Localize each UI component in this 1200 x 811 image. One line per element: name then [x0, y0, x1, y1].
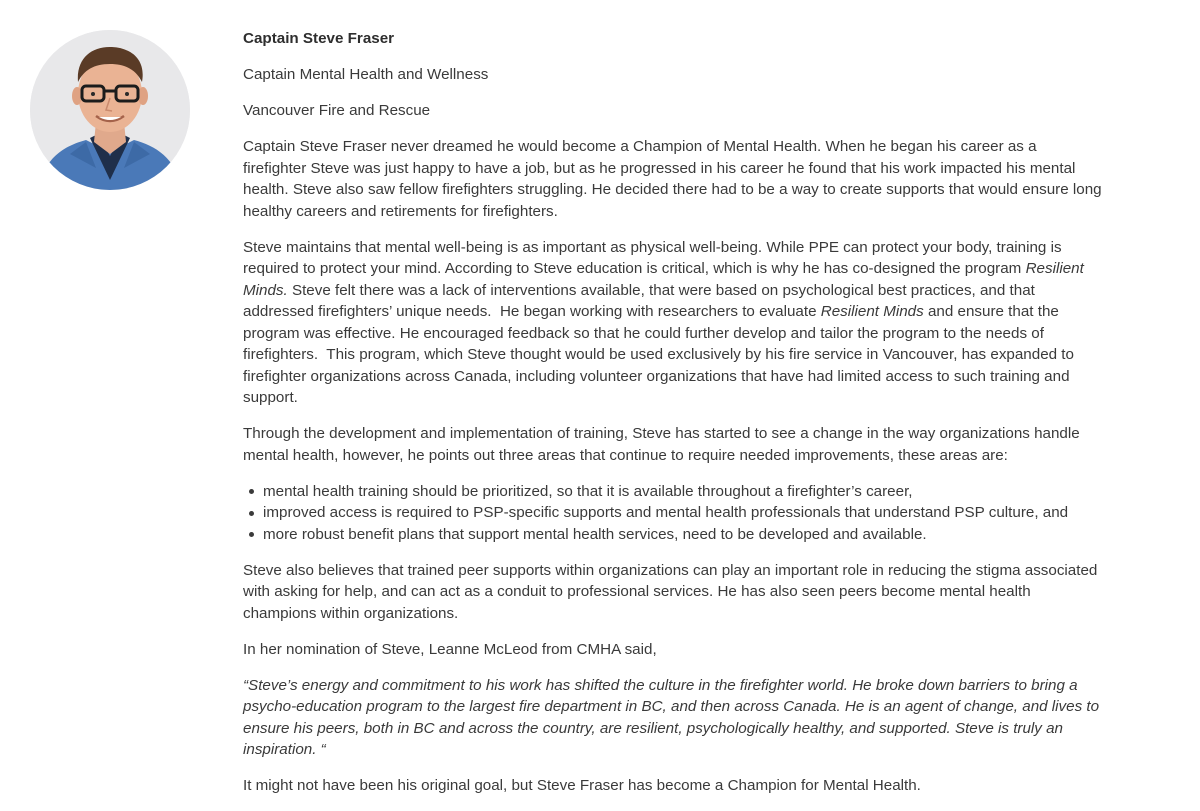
- list-item: more robust benefit plans that support mental health services, need to be developed and available.: [263, 524, 1103, 546]
- program-name: Resilient Minds.: [243, 260, 1084, 299]
- paragraph-closing: It might not have been his original goal, but Steve Fraser has become a Champion for Mental Health.: [243, 777, 921, 794]
- list-item: improved access is required to PSP-specific supports and mental health professionals that understand PSP culture, and: [263, 502, 1103, 524]
- profile-article: [243, 28, 1103, 811]
- paragraph-text: Steve maintains that mental well-being is as important as physical well-being. While PPE can protect your body, training is required to protect your mind. According to Steve education is critical, which is why he has co-designed the program: [243, 238, 1062, 277]
- nomination-quote: “Steve’s energy and commitment to his work has shifted the culture in the firefighter world. He broke down barriers to bring a psycho-education program to the largest fire department in BC, and then across Canada. He is an agent of change, and lives to ensure his peers, both in BC and across the country, are resilient, psychologically healthy, and supported. Steve is truly an inspiration. “: [243, 676, 1100, 758]
- paragraph-text: Steve felt there was a lack of interventions available, that were based on psychological best practices, and that addressed firefighters’ unique needs. He began working with researchers to evaluate: [243, 281, 1035, 320]
- paragraph-peer-support: Steve also believes that trained peer supports within organizations can play an important role in reducing the stigma associated with asking for help, and can act as a conduit to professional services. He has also seen peers become mental health champions within organizations.: [243, 561, 1098, 622]
- person-portrait-icon: [30, 30, 190, 190]
- profile-photo: [30, 30, 190, 190]
- person-organization: Vancouver Fire and Rescue: [243, 102, 431, 119]
- paragraph-text: and ensure that the program was effective. He encouraged feedback so that he could further develop and tailor the program to the needs of firefighters. This program, which Steve thought would be used exclusively by his fire service in Vancouver, has expanded to firefighter organizations across Canada, including volunteer organizations that have had limited access to such training and support.: [243, 303, 1074, 406]
- paragraph-intro: Captain Steve Fraser never dreamed he would become a Champion of Mental Health. When he began his career as a firefighter Steve was just happy to have a job, but as he progressed in his career he found that his work impacted his mental health. Steve also saw fellow firefighters struggling. He decided there had to be a way to create supports that would ensure long healthy careers and retirements for firefighters.: [243, 138, 1102, 220]
- improvements-list: [243, 481, 1103, 546]
- list-item: mental health training should be prioritized, so that it is available throughout a firefighter’s career,: [263, 481, 1103, 503]
- paragraph-nomination: In her nomination of Steve, Leanne McLeod from CMHA said,: [243, 640, 657, 658]
- person-role: Captain Mental Health and Wellness: [243, 66, 489, 83]
- program-name: Resilient Minds: [820, 303, 924, 320]
- person-name: Captain Steve Fraser: [243, 30, 395, 47]
- paragraph-improvements: Through the development and implementation of training, Steve has started to see a change in the way organizations handle mental health, however, he points out three areas that continue to require needed improvements, these areas are:: [243, 425, 1080, 464]
- paragraph-resilient-minds: [243, 237, 1103, 409]
